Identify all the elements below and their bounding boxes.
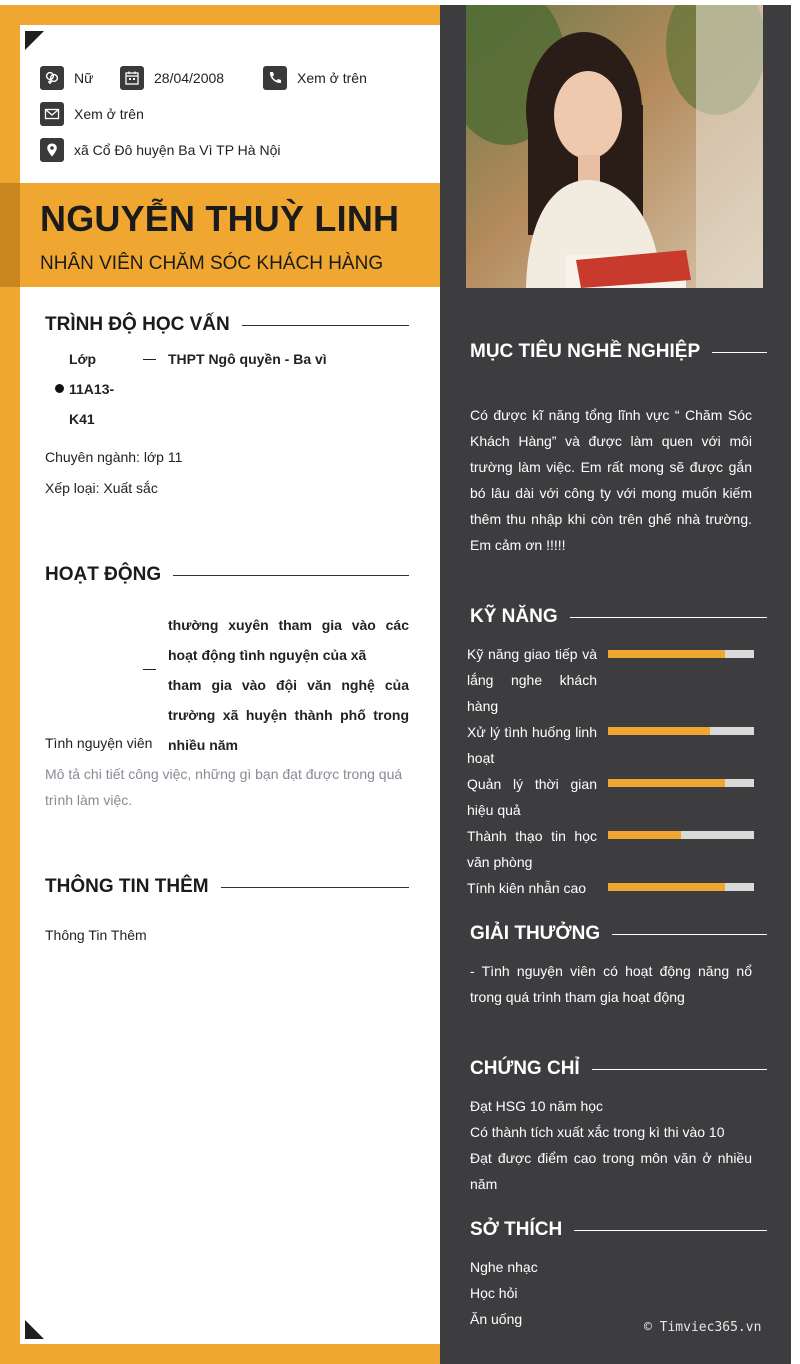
certificate-item: Đạt được điểm cao trong môn văn ở nhiều năm: [470, 1150, 752, 1192]
education-major: Chuyên ngành: lớp 11: [45, 449, 183, 465]
banner-shade: [0, 183, 20, 287]
skill-bar-fill: [608, 650, 725, 658]
skill-bar-fill: [608, 779, 725, 787]
address-row: [40, 138, 280, 162]
heading-rule: [221, 887, 409, 888]
certificate-item: Đạt HSG 10 năm học: [470, 1098, 604, 1114]
extra-info-text: Thông Tin Thêm: [45, 927, 147, 943]
activity-detail: [168, 610, 409, 760]
education-rank: Xếp loại: Xuất sắc: [45, 480, 158, 496]
certificates-heading: [470, 1058, 767, 1080]
certificate-item: Có thành tích xuất xắc trong kì thi vào 10: [470, 1124, 725, 1140]
hobbies-list: [470, 1254, 538, 1332]
heading-rule: [592, 1069, 767, 1070]
class-line: K41: [69, 411, 95, 427]
phone-icon: [263, 66, 287, 90]
objective-heading: [470, 341, 767, 363]
skills-title: KỸ NĂNG: [470, 606, 558, 627]
hobby-item: Học hỏi: [470, 1285, 518, 1301]
activities-title: HOẠT ĐỘNG: [45, 564, 162, 585]
gender-value: Nữ: [74, 70, 94, 86]
job-position: NHÂN VIÊN CHĂM SÓC KHÁCH HÀNG: [40, 253, 384, 274]
birthday-row: [120, 66, 224, 90]
skill-bar: [608, 883, 754, 891]
phone-row: [263, 66, 367, 90]
corner-decoration-bottom: [25, 1320, 44, 1339]
profile-photo: [466, 5, 763, 288]
extra-info-heading: [45, 876, 409, 898]
email-value: Xem ở trên: [74, 106, 144, 122]
heading-rule: [173, 575, 409, 576]
awards-text: - Tình nguyện viên có hoạt động năng nổ trong quá trình tham gia hoạt động: [470, 963, 752, 1005]
heading-rule: [612, 934, 767, 935]
skill-name: Kỹ năng giao tiếp và lắng nghe khách hàng: [467, 646, 597, 714]
heading-rule: [574, 1230, 767, 1231]
class-label: [69, 344, 114, 434]
skill-bar: [608, 650, 754, 658]
skill-name: Xử lý tình huống linh hoạt: [467, 724, 597, 766]
activity-description: Mô tả chi tiết công việc, những gì bạn đạt được trong quá trình làm việc.: [45, 766, 403, 808]
class-line: 11A13-: [69, 381, 115, 397]
hobby-item: Ăn uống: [470, 1311, 523, 1327]
address-value: xã Cổ Đô huyện Ba Vì TP Hà Nội: [74, 142, 281, 158]
objective-title: MỤC TIÊU NGHỀ NGHIỆP: [470, 341, 701, 362]
dash-separator: [143, 669, 156, 670]
skill-bar: [608, 779, 754, 787]
awards-title: GIẢI THƯỞNG: [470, 923, 601, 944]
certificates-title: CHỨNG CHỈ: [470, 1058, 580, 1079]
skill-bar-fill: [608, 727, 710, 735]
skill-name: Quản lý thời gian hiệu quả: [467, 776, 597, 818]
activity-role: Tình nguyện viên: [45, 735, 153, 751]
watermark: © Timviec365.vn: [644, 1320, 762, 1335]
gender-row: [40, 66, 93, 90]
skill-bar: [608, 727, 754, 735]
bullet-dot: [55, 384, 64, 393]
skill-bar-fill: [608, 883, 725, 891]
hobby-item: Nghe nhạc: [470, 1259, 538, 1275]
heading-rule: [712, 352, 767, 353]
gender-icon: [40, 66, 64, 90]
full-name: NGUYỄN THUỲ LINH: [40, 198, 400, 239]
class-line: Lớp: [69, 351, 97, 367]
heading-rule: [242, 325, 409, 326]
objective-text: Có được kĩ năng tổng lĩnh vực “ Chăm Sóc Khách Hàng” và được làm quen với môi trường làm việc. Em rất mong sẽ được gắn bó lâu dài với công ty với mong muốn kiếm thêm thu nhập khi còn trên ghế nhà trường. Em cảm ơn !!!!!: [470, 407, 752, 553]
dash-separator: [143, 359, 156, 360]
activities-heading: [45, 564, 409, 586]
skill-bar-fill: [608, 831, 681, 839]
location-pin-icon: [40, 138, 64, 162]
phone-value: Xem ở trên: [297, 70, 367, 86]
hobbies-title: SỞ THÍCH: [470, 1219, 563, 1240]
email-row: [40, 102, 144, 126]
extra-info-title: THÔNG TIN THÊM: [45, 876, 209, 897]
skill-name: Thành thạo tin học văn phòng: [467, 828, 597, 870]
education-title: TRÌNH ĐỘ HỌC VẤN: [45, 314, 230, 335]
skills-heading: [470, 606, 767, 628]
heading-rule: [570, 617, 767, 618]
activity-line: thường xuyên tham gia vào các hoạt động tình nguyện của xã: [168, 617, 409, 663]
email-icon: [40, 102, 64, 126]
skill-bar: [608, 831, 754, 839]
corner-decoration-top: [25, 31, 44, 50]
activity-line: tham gia vào đội văn nghệ của trường xã huyện thành phố trong nhiều năm: [168, 677, 409, 753]
hobbies-heading: [470, 1219, 767, 1241]
school-name: THPT Ngô quyền - Ba vì: [168, 351, 327, 367]
education-heading: [45, 314, 409, 336]
awards-heading: [470, 923, 767, 945]
calendar-icon: [120, 66, 144, 90]
skill-name: Tính kiên nhẫn cao: [467, 880, 587, 896]
birthday-value: 28/04/2008: [154, 70, 225, 86]
certificates-list: [470, 1093, 752, 1197]
